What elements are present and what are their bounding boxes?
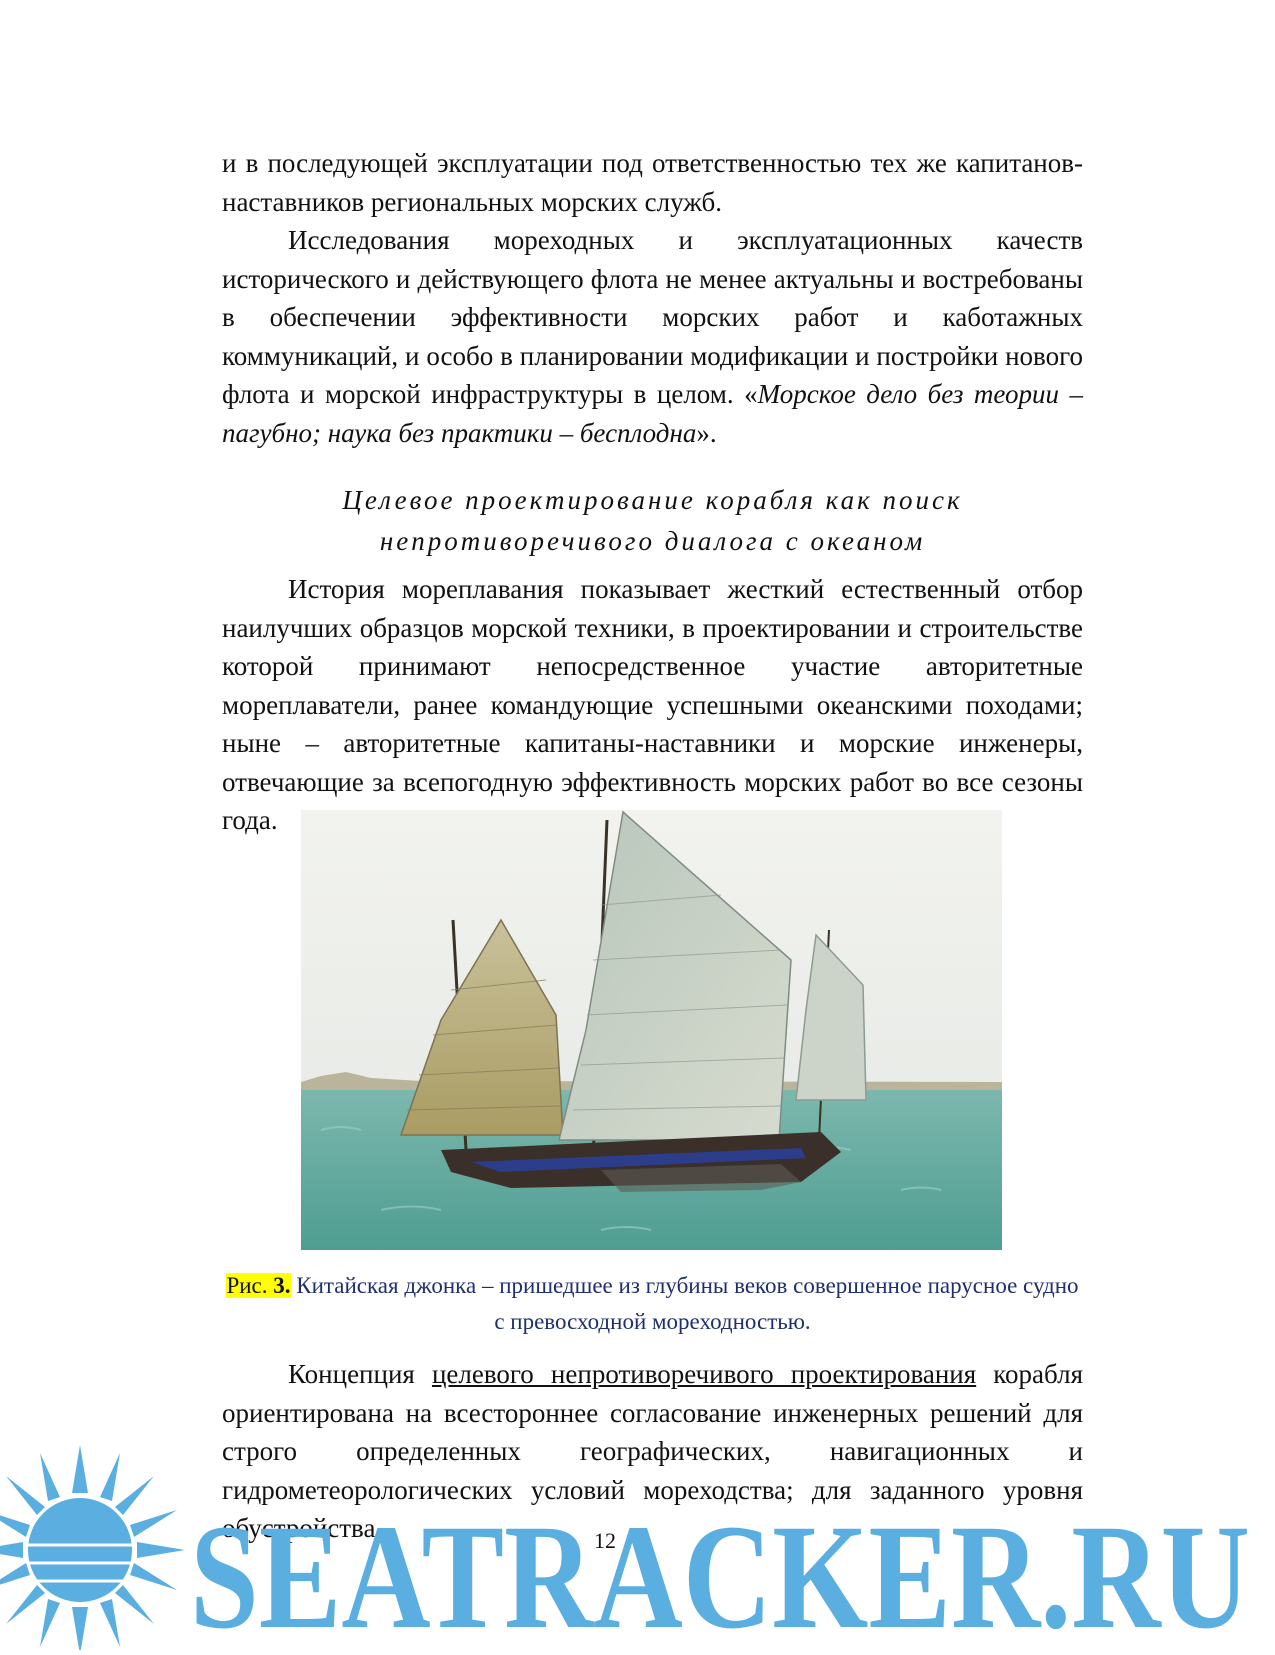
figure-caption-text: Китайская джонка – пришедшее из глубины веков совершенное парусное судно с превосходной мореходностью. [290, 1273, 1079, 1334]
junk-photo [301, 810, 1002, 1250]
paragraph-concept-rest: корабля ориентирована на всестороннее согласование инженерных решений для строго определенных географических, навигационных и гидрометеорологических условий мореходства; для заданного уровня обустройства [222, 1359, 1083, 1543]
paragraph-history: История мореплавания показывает жесткий естественный отбор наилучших образцов морской техники, в проектировании и строительстве которой принимают непосредственное участие авторитетные мореплаватели, ранее командующие успешными океанскими походами; ныне – авторитетные капитаны-наставники и морские инженеры, отвечающие за всепогодную эффективность морских работ во все сезоны года. [222, 574, 1083, 835]
quote-italic: Морское дело без теории – пагубно; наука без практики – бесплодна [222, 379, 1083, 448]
paragraph-continuation: и в последующей эксплуатации под ответственностью тех же капитанов-наставников региональных морских служб. [222, 148, 1083, 217]
junk-illustration [301, 810, 1002, 1250]
section-heading-line-1: Целевое проектирование корабля как поиск [342, 485, 963, 515]
section-heading [222, 480, 1083, 562]
figure-label [226, 1273, 290, 1298]
paragraph-research [222, 221, 1083, 452]
section-heading-line-2: непротиворечивого диалога с океаном [379, 526, 926, 556]
text-block-top [222, 144, 1083, 452]
watermark-graphic [0, 1445, 1275, 1650]
watermark [0, 1445, 1275, 1650]
quote-end: ». [696, 417, 717, 448]
paragraph-research-text: Исследования мореходных и эксплуатационных качеств исторического и действующего флота не менее актуальны и востребованы в обеспечении эффективности морских работ и каботажных коммуникаций, и особо в планировании модификации и постройки нового флота и морской инфраструктуры в целом. « [222, 225, 1083, 409]
paragraph-concept-start: Концепция [288, 1359, 432, 1389]
figure-caption [222, 1268, 1083, 1340]
underlined-term: целевого непротиворечивого проектирования [431, 1359, 977, 1389]
page-number: 12 [594, 1528, 616, 1553]
figure-label-number: 3. [273, 1273, 291, 1298]
watermark-text: SEATRACKER.RU [190, 1494, 1250, 1650]
sun-icon [0, 1445, 185, 1650]
figure-label-prefix: Рис. [226, 1273, 274, 1298]
text-block-middle [222, 570, 1083, 840]
